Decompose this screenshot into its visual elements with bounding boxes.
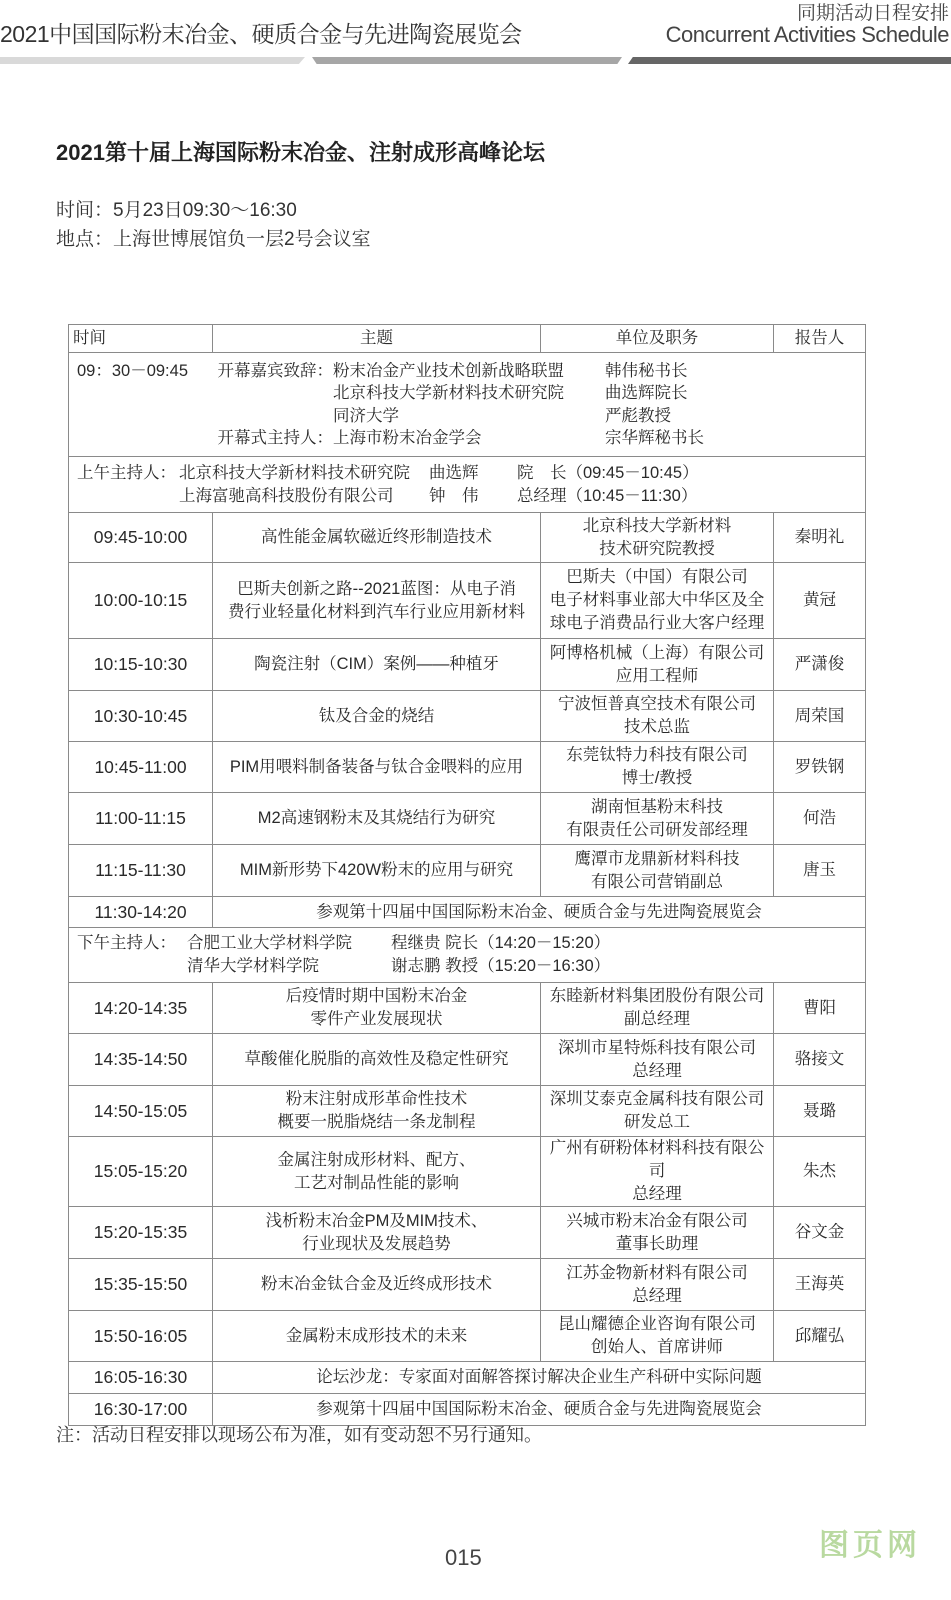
session-topic — [213, 1311, 541, 1362]
cell-line: 总经理 — [632, 1286, 682, 1305]
cell-line: 巴斯夫创新之路--2021蓝图：从电子消 — [237, 579, 516, 598]
session-topic — [213, 1034, 541, 1086]
closing-time: 16:30-17:00 — [69, 1394, 213, 1426]
session-time: 10:30-10:45 — [69, 691, 213, 742]
session-unit — [541, 1207, 774, 1259]
session-time: 14:35-14:50 — [69, 1034, 213, 1086]
session-topic — [213, 983, 541, 1034]
cell-line: 技术总监 — [624, 718, 690, 736]
host-title: 院 长（09:45－10:45） — [517, 463, 699, 482]
session-row — [69, 1311, 866, 1362]
host-org: 合肥工业大学材料学院 — [187, 934, 352, 952]
session-unit — [541, 1259, 774, 1311]
host-name-title: 谢志鹏 教授（15:20－16:30） — [391, 957, 611, 975]
session-time: 11:15-11:30 — [69, 845, 213, 897]
column-header: 报告人 — [774, 325, 866, 353]
opening-time — [77, 405, 213, 428]
header-divider — [0, 57, 305, 64]
session-topic — [213, 563, 541, 639]
section-title-en: Concurrent Activities Schedule — [665, 22, 949, 47]
session-topic — [213, 1137, 541, 1207]
session-speaker: 黄冠 — [774, 563, 866, 639]
cell-line: 兴城市粉末冶金有限公司 — [566, 1211, 748, 1230]
cell-line: MIM新形势下420W粉末的应用与研究 — [239, 861, 514, 879]
cell-line: 总经理 — [632, 1185, 682, 1203]
cell-line: 后疫情时期中国粉末冶金 — [285, 987, 468, 1005]
session-time: 10:45-11:00 — [69, 742, 213, 793]
cell-line: 北京科技大学新材料 — [582, 516, 732, 535]
session-topic — [213, 691, 541, 742]
opening-role: 开幕嘉宾致辞： — [217, 361, 333, 380]
event-time: 时间：5月23日09:30～16:30 — [56, 200, 297, 221]
cell-line: 电子材料事业部大中华区及全 — [549, 591, 765, 609]
watermark-logo: 图页网 — [819, 1529, 921, 1562]
session-unit — [541, 845, 774, 897]
opening-person: 曲选辉院长 — [605, 384, 688, 402]
cell-line: 东莞钛特力科技有限公司 — [566, 746, 748, 764]
event-location: 地点：上海世博展馆负一层2号会议室 — [56, 229, 371, 250]
cell-line: 广州有研粉体材料科技有限公司 — [549, 1139, 765, 1180]
session-unit — [541, 983, 774, 1034]
column-header: 单位及职务 — [541, 325, 774, 353]
session-unit — [541, 1034, 774, 1086]
host-name: 钟 伟 — [429, 486, 479, 505]
cell-line: 创始人、首席讲师 — [591, 1338, 723, 1356]
opening-person: 宗华辉秘书长 — [605, 429, 704, 447]
cell-line: 粉末注射成形革命性技术 — [285, 1090, 468, 1108]
cell-line: 宁波恒普真空技术有限公司 — [558, 695, 756, 713]
session-topic — [213, 513, 541, 563]
cell-line: 钛及合金的烧结 — [318, 706, 435, 725]
exhibition-title: 2021中国国际粉末冶金、硬质合金与先进陶瓷展览会 — [0, 21, 522, 47]
host-label — [77, 485, 179, 508]
cell-line: M2高速钢粉末及其烧结行为研究 — [257, 809, 496, 827]
break-time: 11:30-14:20 — [69, 897, 213, 928]
opening-person: 韩伟秘书长 — [605, 361, 688, 380]
cell-line: 江苏金物新材料有限公司 — [566, 1263, 748, 1282]
cell-line: 球电子消费品行业大客户经理 — [549, 614, 765, 632]
session-topic — [213, 1086, 541, 1137]
host-title: 总经理（10:45－11:30） — [517, 486, 698, 505]
cell-line: 阿博格机械（上海）有限公司 — [549, 643, 765, 662]
session-row — [69, 845, 866, 897]
session-row — [69, 983, 866, 1034]
cell-line: 湖南恒基粉末科技 — [591, 797, 723, 816]
cell-line: PIM用喂料制备装备与钛合金喂料的应用 — [229, 757, 524, 776]
break-row — [69, 897, 866, 928]
page-number: 015 — [445, 1545, 482, 1570]
session-unit — [541, 691, 774, 742]
session-time: 10:15-10:30 — [69, 639, 213, 691]
session-time: 15:35-15:50 — [69, 1259, 213, 1311]
session-unit — [541, 1137, 774, 1207]
afternoon-hosts-row — [69, 928, 866, 983]
cell-line: 巴斯夫（中国）有限公司 — [566, 568, 748, 586]
table-header-row — [69, 325, 866, 353]
cell-line: 概要一脱脂烧结一条龙制程 — [277, 1113, 476, 1131]
session-unit — [541, 1311, 774, 1362]
opening-role: 开幕式主持人： — [217, 429, 333, 447]
session-topic — [213, 793, 541, 845]
host-label: 上午主持人： — [77, 463, 176, 482]
cell-line: 浅析粉末冶金PM及MIM技术、 — [265, 1211, 488, 1230]
session-speaker: 何浩 — [774, 793, 866, 845]
session-time: 14:50-15:05 — [69, 1086, 213, 1137]
opening-org: 上海市粉末冶金学会 — [333, 429, 482, 447]
cell-line: 研发总工 — [624, 1113, 690, 1131]
session-time: 15:50-16:05 — [69, 1311, 213, 1362]
session-speaker: 王海英 — [774, 1259, 866, 1311]
session-time: 14:20-14:35 — [69, 983, 213, 1034]
session-speaker: 严潇俊 — [774, 639, 866, 691]
cell-line: 总经理 — [632, 1061, 682, 1080]
cell-line: 董事长助理 — [615, 1234, 699, 1253]
cell-line: 有限责任公司研发部经理 — [566, 820, 748, 839]
session-row — [69, 1207, 866, 1259]
cell-line: 博士/教授 — [621, 769, 693, 787]
closing-activity: 参观第十四届中国国际粉末冶金、硬质合金与先进陶瓷展览会 — [213, 1394, 866, 1426]
session-row — [69, 1137, 866, 1207]
session-speaker: 朱杰 — [774, 1137, 866, 1207]
opening-role — [213, 405, 333, 428]
closing-time: 16:05-16:30 — [69, 1362, 213, 1394]
host-org: 上海富驰高科技股份有限公司 — [179, 486, 394, 505]
session-row — [69, 1259, 866, 1311]
session-speaker: 聂璐 — [774, 1086, 866, 1137]
section-title-cn: 同期活动日程安排 — [796, 3, 949, 24]
opening-role — [213, 382, 333, 405]
opening-row — [69, 353, 866, 457]
session-time: 11:00-11:15 — [69, 793, 213, 845]
cell-line: 高性能金属软磁近终形制造技术 — [261, 528, 492, 546]
cell-line: 粉末冶金钛合金及近终成形技术 — [261, 1275, 492, 1293]
cell-line: 行业现状及发展趋势 — [302, 1234, 451, 1253]
opening-org: 北京科技大学新材料技术研究院 — [333, 384, 564, 402]
session-row — [69, 793, 866, 845]
session-speaker: 周荣国 — [774, 691, 866, 742]
cell-line: 鹰潭市龙鼎新材料科技 — [574, 849, 740, 868]
host-label — [77, 955, 187, 978]
break-activity: 参观第十四届中国国际粉末冶金、硬质合金与先进陶瓷展览会 — [213, 897, 866, 928]
session-time: 09:45-10:00 — [69, 513, 213, 563]
session-topic — [213, 1259, 541, 1311]
cell-line: 技术研究院教授 — [599, 539, 715, 558]
session-speaker: 谷文金 — [774, 1207, 866, 1259]
session-unit — [541, 1086, 774, 1137]
morning-hosts-row — [69, 457, 866, 513]
cell-line: 东睦新材料集团股份有限公司 — [549, 987, 765, 1005]
session-unit — [541, 742, 774, 793]
host-org: 北京科技大学新材料技术研究院 — [179, 463, 410, 482]
session-topic — [213, 1207, 541, 1259]
session-speaker: 秦明礼 — [774, 513, 866, 563]
host-label: 下午主持人： — [77, 934, 176, 952]
cell-line: 工艺对制品性能的影响 — [294, 1173, 459, 1192]
cell-line: 深圳艾泰克金属科技有限公司 — [549, 1090, 765, 1108]
cell-line: 金属粉末成形技术的未来 — [285, 1326, 468, 1345]
header-divider — [628, 57, 951, 64]
cell-line: 有限公司营销副总 — [591, 872, 723, 891]
host-org: 清华大学材料学院 — [187, 957, 319, 975]
session-topic — [213, 845, 541, 897]
host-name-title: 程继贵 院长（14:20－15:20） — [391, 934, 611, 952]
session-row — [69, 742, 866, 793]
closing-activity: 论坛沙龙：专家面对面解答探讨解决企业生产科研中实际问题 — [213, 1362, 866, 1394]
session-row — [69, 563, 866, 639]
cell-line: 陶瓷注射（CIM）案例——种植牙 — [254, 655, 499, 673]
cell-line: 副总经理 — [624, 1010, 690, 1028]
opening-org: 同济大学 — [333, 406, 399, 425]
session-unit — [541, 563, 774, 639]
opening-person: 严彪教授 — [605, 406, 671, 425]
session-topic — [213, 742, 541, 793]
cell-line: 零件产业发展现状 — [310, 1010, 443, 1028]
column-header: 主题 — [213, 325, 541, 353]
cell-line: 昆山耀德企业咨询有限公司 — [558, 1315, 756, 1333]
cell-line: 草酸催化脱脂的高效性及稳定性研究 — [244, 1050, 509, 1068]
session-speaker: 邱耀弘 — [774, 1311, 866, 1362]
schedule-table — [68, 324, 866, 1426]
session-row — [69, 513, 866, 563]
opening-time — [77, 427, 213, 450]
cell-line: 金属注射成形材料、配方、 — [277, 1150, 476, 1169]
session-row — [69, 691, 866, 742]
session-row — [69, 1034, 866, 1086]
session-unit — [541, 639, 774, 691]
session-speaker: 唐玉 — [774, 845, 866, 897]
session-speaker: 罗铁钢 — [774, 742, 866, 793]
session-time: 10:00-10:15 — [69, 563, 213, 639]
session-time: 15:20-15:35 — [69, 1207, 213, 1259]
session-row — [69, 1086, 866, 1137]
session-topic — [213, 639, 541, 691]
session-unit — [541, 513, 774, 563]
column-header: 时间 — [69, 325, 213, 353]
footnote: 注：活动日程安排以现场公布为准，如有变动恕不另行通知。 — [56, 1425, 542, 1445]
header-divider — [312, 57, 622, 64]
closing-row — [69, 1362, 866, 1394]
opening-org: 粉末冶金产业技术创新战略联盟 — [333, 361, 564, 380]
session-time: 15:05-15:20 — [69, 1137, 213, 1207]
session-unit — [541, 793, 774, 845]
session-row — [69, 639, 866, 691]
cell-line: 深圳市星特烁科技有限公司 — [558, 1038, 756, 1057]
session-speaker: 曹阳 — [774, 983, 866, 1034]
session-speaker: 骆接文 — [774, 1034, 866, 1086]
cell-line: 费行业轻量化材料到汽车行业应用新材料 — [228, 602, 525, 621]
opening-time: 09：30－09:45 — [77, 361, 188, 380]
cell-line: 应用工程师 — [615, 666, 699, 685]
host-name: 曲选辉 — [429, 463, 479, 482]
opening-time — [77, 382, 213, 405]
event-title: 2021第十届上海国际粉末冶金、注射成形高峰论坛 — [56, 140, 545, 165]
